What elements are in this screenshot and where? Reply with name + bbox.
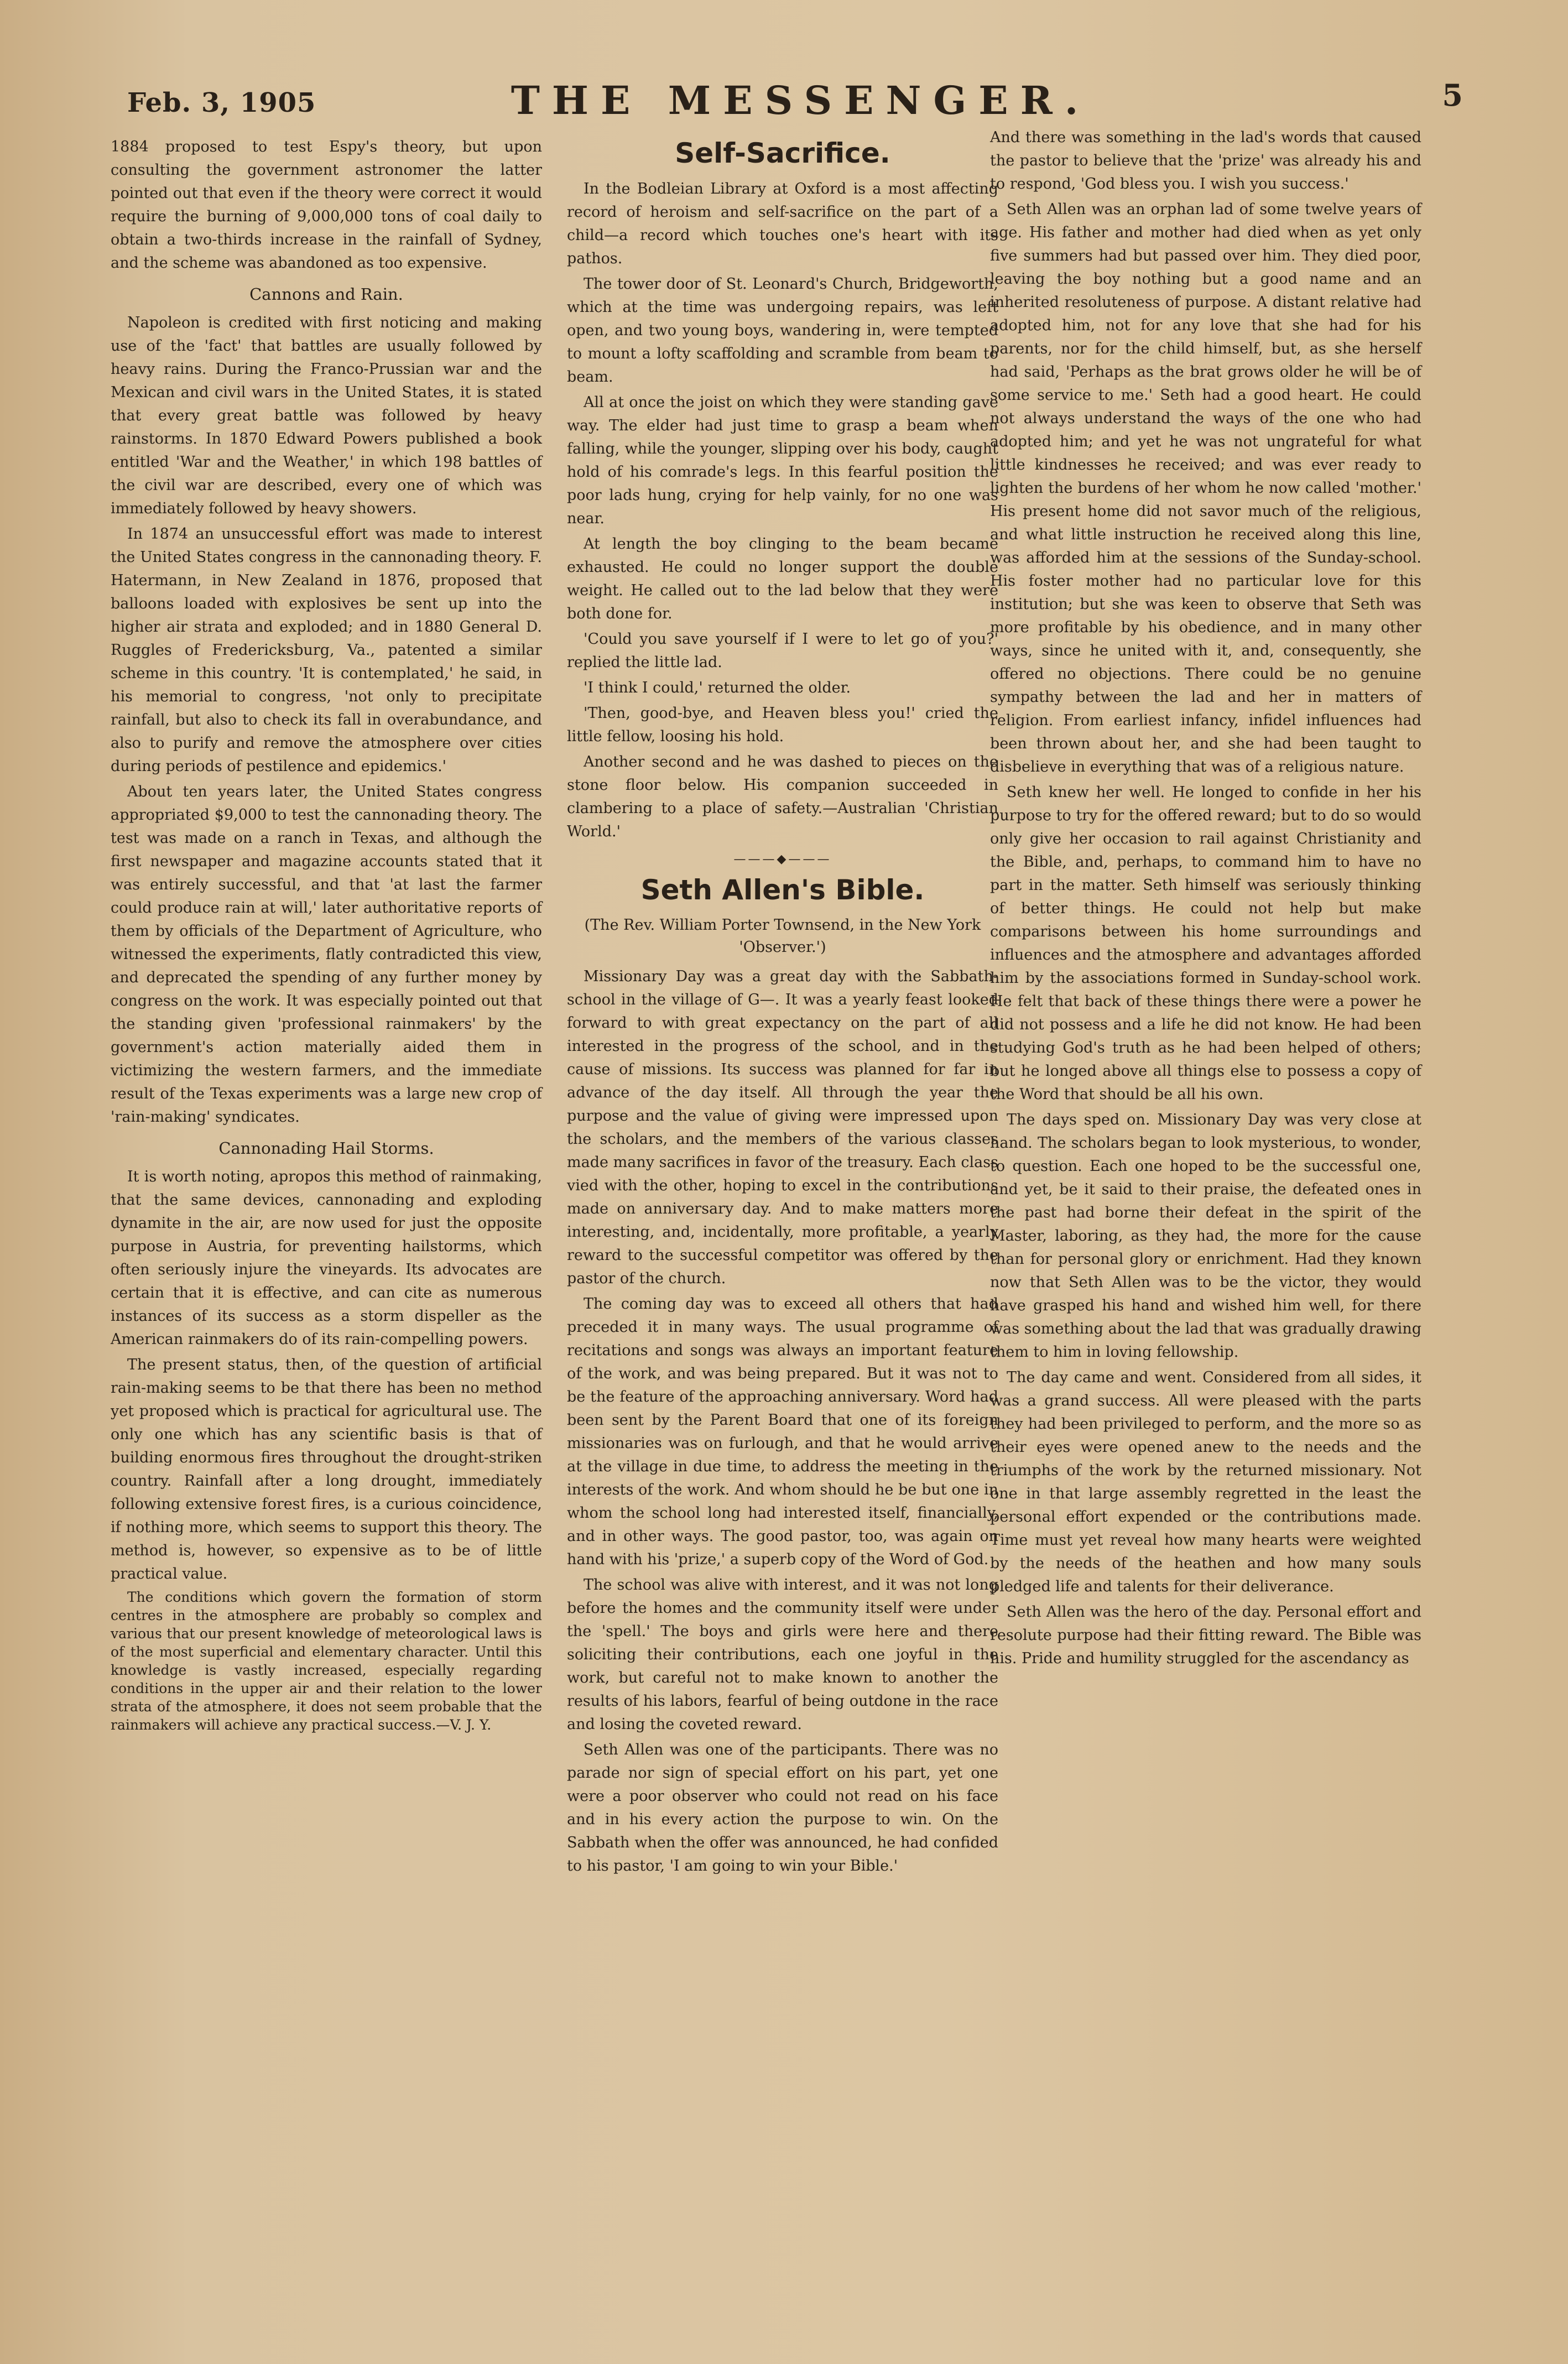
paragraph: In 1874 an unsuccessful effort was made to interest the United States congress in the cannonading theory. F. Hatermann, in New Zealand in 1876, proposed that balloons loaded with explosives be sent up into the higher air strata and exploded; and in 1880 General D. Ruggles of Fredericksburg, Va., patented a similar scheme in this country. 'It is contemplated,' he said, in his memorial to congress, 'not only to precipitate rainfall, but also to check its fall in overabundance, and also to purify and remove the atmosphere over cities during periods of pestilence and epidemics.' xyxy=(111,525,542,775)
paragraph: 1884 proposed to test Espy's theory, but upon consulting the government astronomer the latter pointed out that even if the theory were correct it would require the burning of 9,000,000 tons of coal daily to obtain a two-thirds increase in the rainfall of Sydney, and the scheme was abandoned as too expensive. xyxy=(111,138,542,272)
paragraph: The tower door of St. Leonard's Church, Bridgeworth, which at the time was undergoing repairs, was left open, and two young boys, wandering in, were tempted to mount a lofty scaffolding and scramble from beam to beam. xyxy=(567,275,998,386)
paragraph: The days sped on. Missionary Day was very close at hand. The scholars began to look mysterious, to wonder, to question. Each one hoped to be the successful one, and yet, be it said to their praise, the defeated ones in the past had borne their defeat in the spirit of the Master, laboring, as they had, the more for the cause than for personal glory or enrichment. Had they known now that Seth Allen was to be the victor, they would have grasped his hand and wished him well, for there was something about the lad that was gradually drawing them to him in loving fellowship. xyxy=(990,1111,1421,1361)
column-3 xyxy=(990,126,1421,1673)
paragraph: 'I think I could,' returned the older. xyxy=(584,679,851,696)
paragraph: The coming day was to exceed all others that had preceded it in many ways. The usual programme of recitations and songs was always an important feature of the work, and was being prepared. But it was not to be the feature of the approaching anniversary. Word had been sent by the Parent Board that one of its foreign missionaries was on furlough, and that he would arrive at the village in due time, to address the meeting in the interests of the work. And whom should he be but one in whom the school long had interested itself, financially, and in other ways. The good pastor, too, was again on hand with his 'prize,' a superb copy of the Word of God. xyxy=(567,1295,998,1568)
masthead-title: THE MESSENGER. xyxy=(510,77,1091,123)
article-title-seth-allens-bible: Seth Allen's Bible. xyxy=(640,874,925,906)
paragraph: 'Then, good-bye, and Heaven bless you!' cried the little fellow, loosing his hold. xyxy=(567,705,998,745)
paragraph: Missionary Day was a great day with the Sabbath-school in the village of G—. It was a yearly feast looked forward to with great expectancy on the part of all interested in the progress of the school, and in the cause of missions. Its success was planned for far in advance of the day itself. All through the year the purpose and the value of giving were impressed upon the scholars, and the members of the various classes made many sacrifices in favor of the treasury. Each class vied with the other, hoping to excel in the contributions made on anniversary day. And to make matters more interesting, and, incidentally, more profitable, a yearly reward to the successful competitor was offered by the pastor of the church. xyxy=(567,968,998,1287)
paragraph: Seth knew her well. He longed to confide in her his purpose to try for the offered reward; but to do so would only give her occasion to rail against Christianity and the Bible, and, perhaps, to command him to have no part in the matter. Seth himself was seriously thinking of better things. He could not help but make comparisons between his home surroundings and influences and the atmosphere and advantages afforded him by the associations formed in Sunday-school work. He felt that back of these things there were a power he did not possess and a life he did not know. He had been studying God's truth as he had been helped of others; but he longed above all things else to possess a copy of the Word that should be all his own. xyxy=(990,784,1421,1103)
paragraph: Napoleon is credited with first noticing and making use of the 'fact' that battles are usually followed by heavy rains. During the Franco-Prussian war and the Mexican and civil wars in the United States, it is stated that every great battle was followed by heavy rainstorms. In 1870 Edward Powers published a book entitled 'War and the Weather,' in which 198 battles of the civil war are described, every one of which was immediately followed by heavy showers. xyxy=(111,314,542,517)
paragraph: The present status, then, of the question of artificial rain-making seems to be that there has been no method yet proposed which is practical for agricultural use. The only one which has any scientific basis is that of building enormous fires throughout the drought-striken country. Rainfall after a long drought, immediately following extensive forest fires, is a curious coincidence, if nothing more, which seems to support this theory. The method is, however, so expensive as to be of little practical value. xyxy=(111,1356,542,1582)
article-byline: (The Rev. William Porter Townsend, in the New York 'Observer.') xyxy=(584,917,981,956)
paragraph: It is worth noting, apropos this method of rainmaking, that the same devices, cannonading and exploding dynamite in the air, are now used for just the opposite purpose in Austria, for preventing hailstorms, which often seriously injure the vineyards. Its advocates are certain that it is effective, and can cite as numerous instances of its success as a storm dispeller as the American rainmakers do of its rain-compelling powers. xyxy=(111,1168,542,1348)
paragraph: The day came and went. Considered from all sides, it was a grand success. All were pleased with the parts they had been privileged to perform, and the more so as their eyes were opened anew to the needs and the triumphs of the work by the returned missionary. Not one in that large assembly regretted in the least the personal effort expended or the contributions made. Time must yet reveal how many hearts were weighted by the needs of the heathen and how many souls pledged life and talents for their deliverance. xyxy=(990,1369,1421,1595)
paragraph: Seth Allen was the hero of the day. Personal effort and resolute purpose had their fitting reward. The Bible was his. Pride and humility struggled for the ascendancy as xyxy=(990,1603,1421,1667)
column-1 xyxy=(111,136,542,1736)
paragraph: Another second and he was dashed to pieces on the stone floor below. His companion succeeded in clambering to a place of safety.—Australian 'Christian World.' xyxy=(567,753,998,840)
subheading-cannons-and-rain: Cannons and Rain. xyxy=(249,285,403,304)
paragraph: Seth Allen was an orphan lad of some twelve years of age. His father and mother had died when as yet only five summers had but passed over him. They died poor, leaving the boy nothing but a good name and an inherited resoluteness of purpose. A distant relative had adopted him, not for any love that she had for his parents, nor for the child himself, but, as she herself had said, 'Perhaps as the brat grows older he will be of some service to me.' Seth had a good heart. He could not always understand the ways of the one who had adopted him; and yet he was not ungrateful for what little kindnesses he received; and was ever ready to lighten the burdens of her whom he now called 'mother.' His present home did not savor much of the religious, and what little instruction he received along this line, was afforded him at the sessions of the Sunday-school. His foster mother had no particular love for this institution; but she was keen to observe that Seth was more profitable by his obedience, and in many other ways, since he united with it, and, consequently, she offered no objections. There could be no genuine sympathy between the lad and her in matters of religion. From earliest infancy, infidel influences had been thrown about her, and she had been taught to disbelieve in everything that was of a religious nature. xyxy=(990,201,1421,775)
article-title-self-sacrifice: Self-Sacrifice. xyxy=(675,137,890,169)
paragraph: 'Could you save yourself if I were to let go of you?' replied the little lad. xyxy=(567,631,998,671)
page-header xyxy=(122,66,1480,127)
column-2 xyxy=(567,136,998,1880)
subheading-cannonading-hail-storms: Cannonading Hail Storms. xyxy=(218,1139,434,1158)
paragraph: The conditions which govern the formation of storm centres in the atmosphere are probably so complex and various that our present knowledge of meteorological laws is of the most superficial and elementary character. Until this knowledge is vastly increased, especially regarding conditions in the upper air and their relation to the lower strata of the atmosphere, it does not seem probable that the rainmakers will achieve any practical success.—V. J. Y. xyxy=(111,1589,542,1733)
paragraph: The school was alive with interest, and it was not long before the homes and the community itself were under the 'spell.' The boys and girls were here and there soliciting their contributions, each one joyful in the work, but careful not to make known to another the results of his labors, fearful of being outdone in the race and losing the coveted reward. xyxy=(567,1576,998,1733)
paragraph: And there was something in the lad's words that caused the pastor to believe that the 'prize' was already his and to respond, 'God bless you. I wish you success.' xyxy=(990,129,1421,192)
paragraph: At length the boy clinging to the beam became exhausted. He could no longer support the double weight. He called out to the lad below that they were both done for. xyxy=(567,535,998,622)
issue-date: Feb. 3, 1905 xyxy=(127,87,316,118)
page-number: 5 xyxy=(1442,77,1463,113)
paragraph: In the Bodleian Library at Oxford is a most affecting record of heroism and self-sacrifice on the part of a child—a record which touches one's heart with its pathos. xyxy=(567,180,998,267)
section-divider: ———◆——— xyxy=(733,852,832,866)
paragraph: Seth Allen was one of the participants. There was no parade nor sign of special effort on his part, yet one were a poor observer who could not read on his face and in his every action the purpose to win. On the Sabbath when the offer was announced, he had confided to his pastor, 'I am going to win your Bible.' xyxy=(567,1741,998,1874)
paragraph: About ten years later, the United States congress appropriated $9,000 to test the cannonading theory. The test was made on a ranch in Texas, and although the first newspaper and magazine accounts stated that it was entirely successful, and that 'at last the farmer could produce rain at will,' later authoritative reports of them by officials of the Department of Agriculture, who witnessed the experiments, flatly contradicted this view, and deprecated the spending of any further money by congress on the work. It was especially pointed out that the standing given 'professional rainmakers' by the government's action materially aided them in victimizing the western farmers, and the immediate result of the Texas experiments was a large new crop of 'rain-making' syndicates. xyxy=(111,783,542,1126)
paragraph: All at once the joist on which they were standing gave way. The elder had just time to grasp a beam when falling, while the younger, slipping over his body, caught hold of his comrade's legs. In this fearful position the poor lads hung, crying for help vainly, for no one was near. xyxy=(567,394,998,527)
